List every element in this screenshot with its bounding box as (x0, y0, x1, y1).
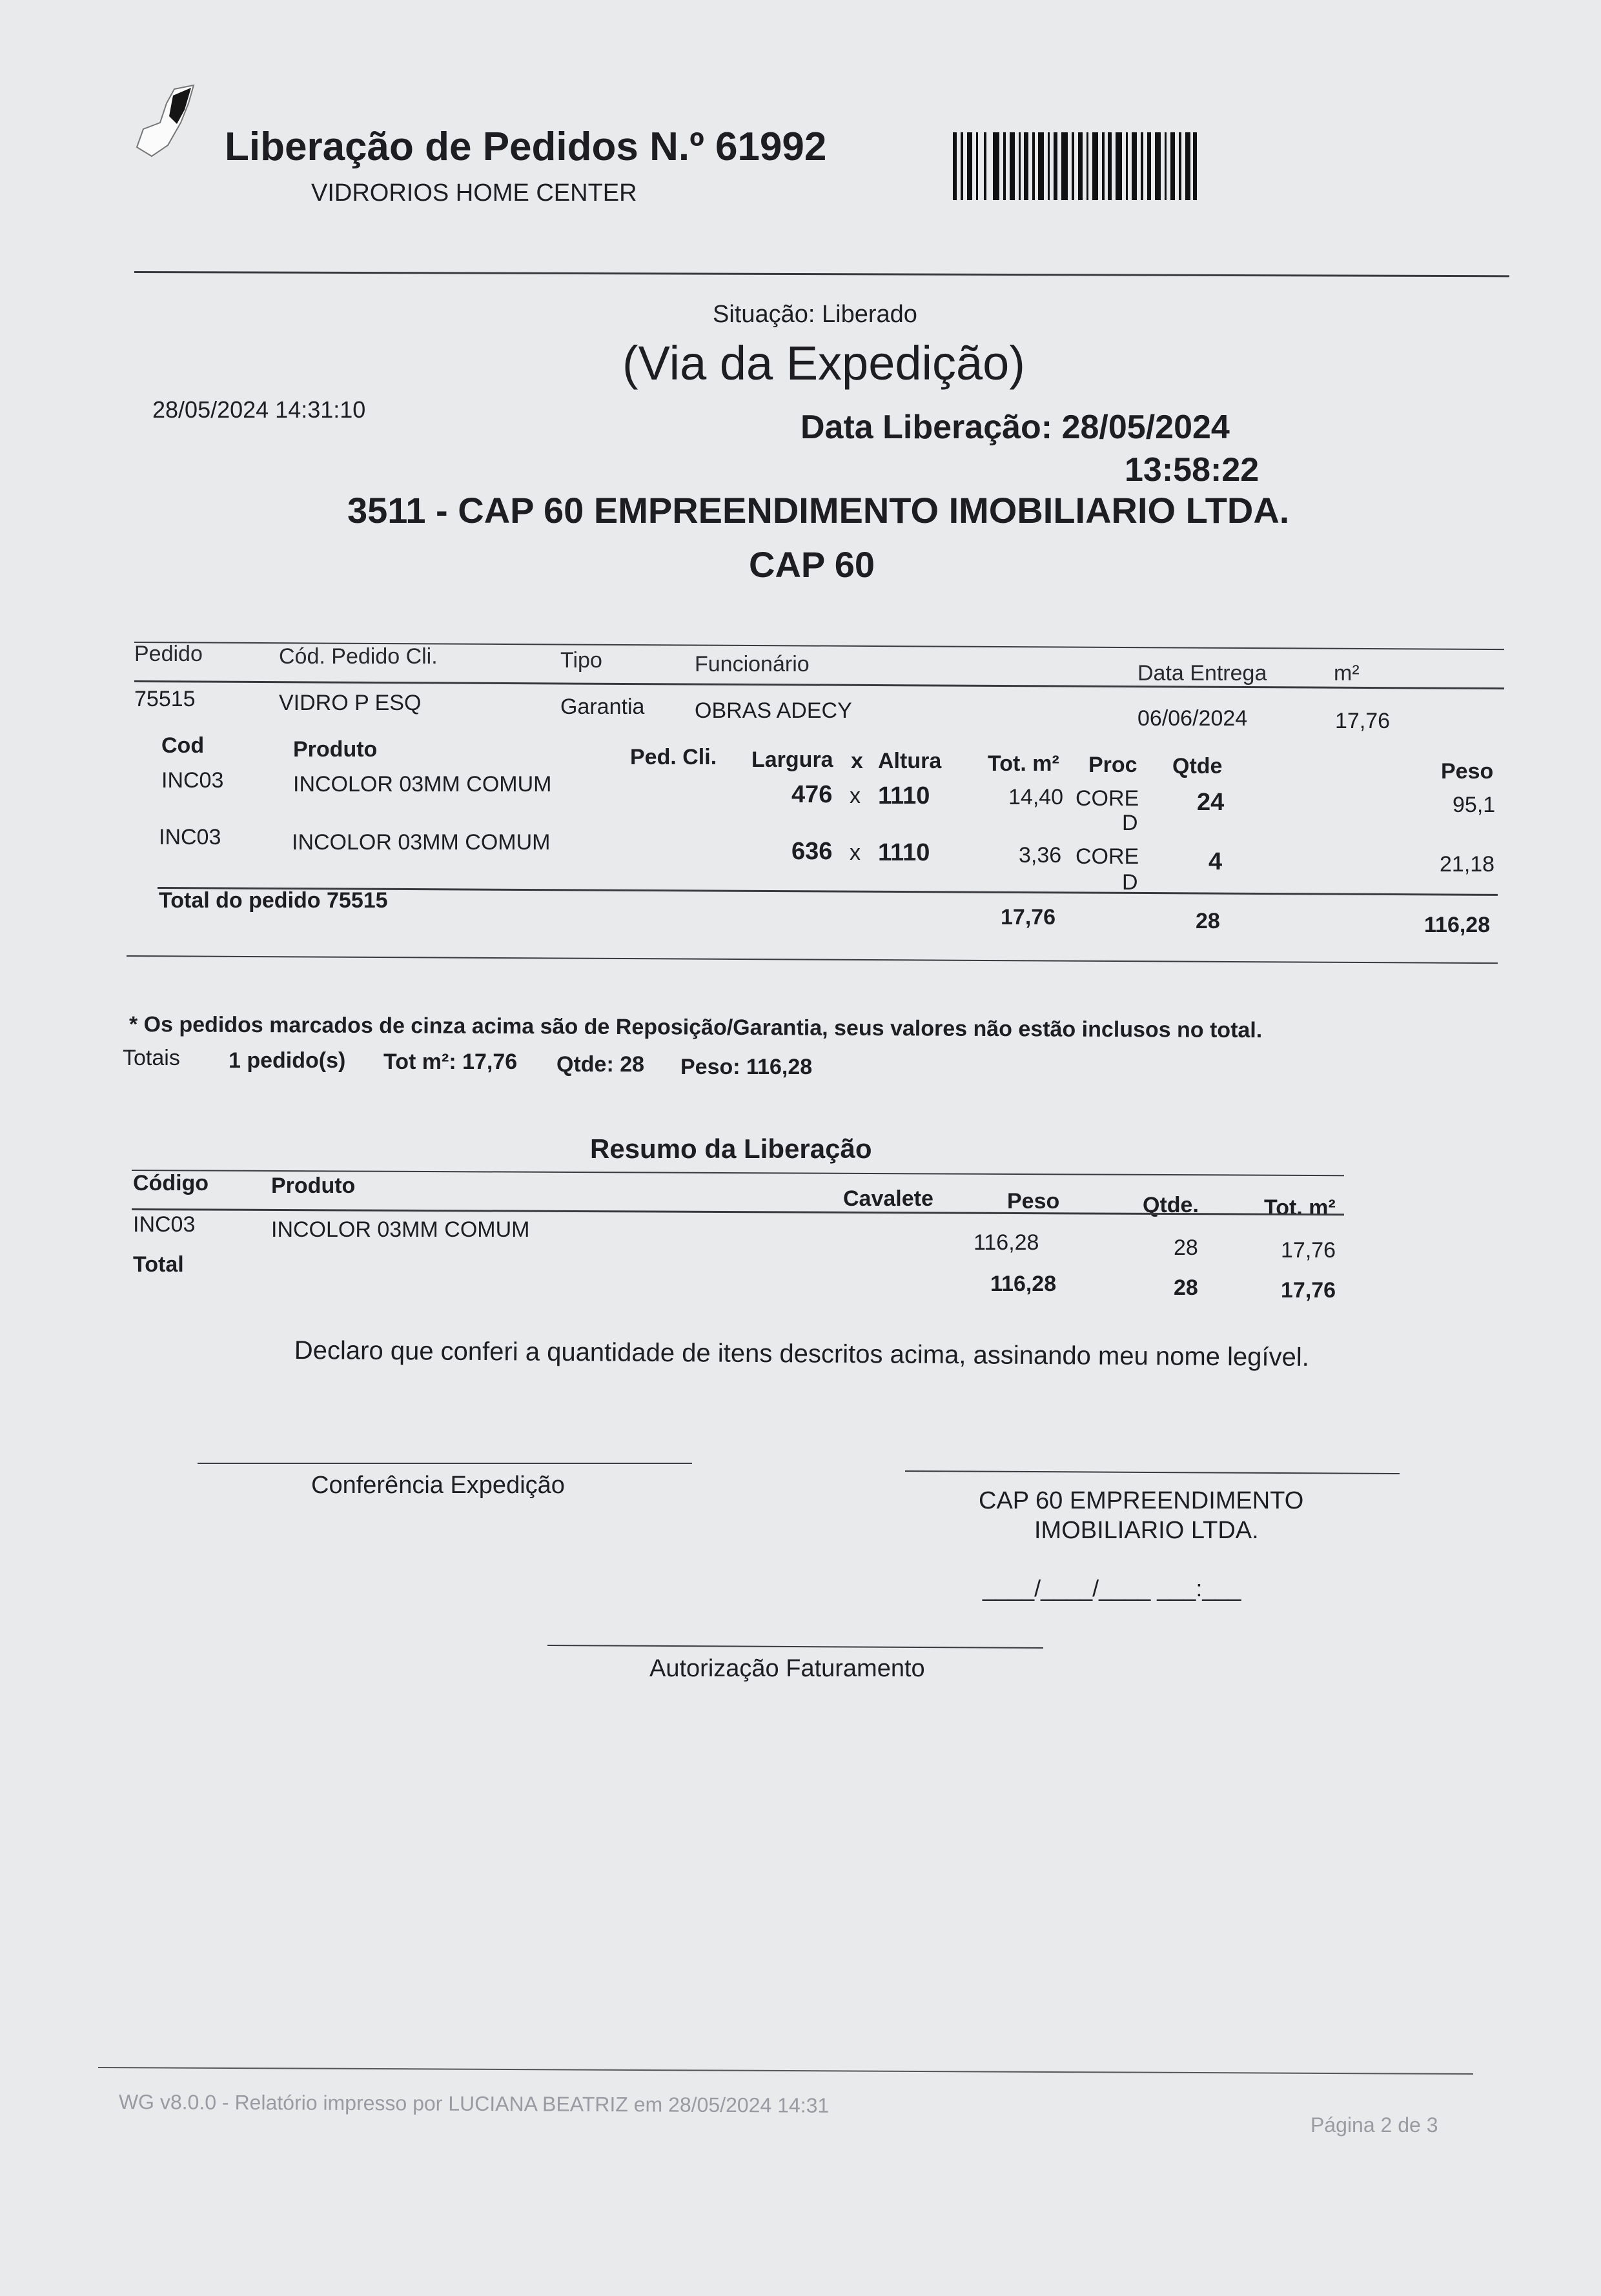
order-data-entrega: 06/06/2024 (1137, 706, 1248, 731)
summary-total-tot-m2: 17,76 (1281, 1278, 1336, 1303)
item-header-tot-m2: Tot. m² (988, 751, 1059, 776)
summary-peso: 116,28 (974, 1230, 1039, 1255)
item-x: x (850, 840, 861, 865)
col-header-tipo: Tipo (560, 648, 602, 673)
item-altura: 1110 (878, 839, 930, 866)
status-label: Situação: Liberado (713, 301, 917, 328)
signature-line-conferencia (198, 1463, 692, 1464)
summary-qtde: 28 (1174, 1235, 1198, 1260)
order-tipo: Garantia (560, 695, 645, 719)
signature-line-client (905, 1470, 1400, 1474)
section-rule (127, 955, 1498, 964)
printed-timestamp: 28/05/2024 14:31:10 (152, 396, 366, 423)
order-total-peso: 116,28 (1424, 913, 1491, 937)
item-header-produto: Produto (293, 737, 378, 762)
signature-label-conferencia: Conferência Expedição (311, 1472, 565, 1499)
client-name: 3511 - CAP 60 EMPREENDIMENTO IMOBILIARIO LTDA. (347, 490, 1290, 531)
totals-qtde: Qtde: 28 (556, 1052, 645, 1077)
order-funcionario: OBRAS ADECY (695, 698, 852, 723)
company-name: VIDRORIOS HOME CENTER (311, 179, 637, 207)
col-header-funcionario: Funcionário (695, 652, 810, 676)
summary-header-tot-m2: Tot. m² (1264, 1195, 1336, 1220)
item-peso: 21,18 (1440, 852, 1495, 877)
order-pedido: 75515 (134, 687, 196, 711)
summary-title: Resumo da Liberação (590, 1133, 872, 1164)
client-short-name: CAP 60 (749, 544, 875, 585)
torn-corner-mark (129, 84, 197, 161)
summary-header-codigo: Código (133, 1171, 209, 1195)
item-largura: 476 (791, 781, 833, 808)
footer-rule (98, 2067, 1473, 2075)
item-tot-m2: 14,40 (1008, 785, 1064, 809)
totals-peso: Peso: 116,28 (680, 1055, 813, 1079)
order-total-qtde: 28 (1196, 909, 1220, 933)
col-header-pedido: Pedido (134, 642, 203, 666)
barcode (953, 132, 1197, 200)
signature-label-autorizacao: Autorização Faturamento (649, 1655, 925, 1682)
footer-printed-by: WG v8.0.0 - Relatório impresso por LUCIANA BEATRIZ em 28/05/2024 14:31 (118, 2090, 830, 2117)
summary-codigo: INC03 (133, 1212, 196, 1237)
signature-line-autorizacao (547, 1645, 1043, 1649)
guarantee-note: * Os pedidos marcados de cinza acima são de Reposição/Garantia, seus valores não estão inclusos no total. (128, 1012, 1263, 1043)
item-proc-cont: D (1122, 811, 1138, 835)
item-qtde: 24 (1197, 789, 1225, 816)
item-x: x (850, 784, 861, 808)
order-cod-cli: VIDRO P ESQ (279, 691, 422, 715)
summary-header-qtde: Qtde. (1143, 1193, 1199, 1217)
copy-label: (Via da Expedição) (622, 336, 1025, 390)
totals-label: Totais (123, 1046, 180, 1070)
item-largura: 636 (791, 838, 833, 865)
summary-header-cavalete: Cavalete (843, 1186, 933, 1211)
totals-pedidos: 1 pedido(s) (229, 1048, 346, 1073)
item-header-proc: Proc (1088, 753, 1137, 777)
item-cod: INC03 (159, 825, 221, 849)
item-header-altura: Altura (878, 749, 942, 773)
footer-page-number: Página 2 de 3 (1310, 2113, 1438, 2137)
item-header-cod: Cod (161, 733, 205, 758)
signature-date-time-blank: ____/____/____ ___:___ (983, 1575, 1241, 1601)
item-proc: CORE (1076, 786, 1139, 811)
col-header-cod-cli: Cód. Pedido Cli. (279, 644, 438, 669)
order-total-m2: 17,76 (1001, 905, 1056, 930)
summary-tot-m2: 17,76 (1281, 1238, 1336, 1263)
item-proc: CORE (1076, 844, 1139, 869)
document-title: Liberação de Pedidos N.º 61992 (225, 125, 827, 169)
item-altura: 1110 (878, 782, 930, 809)
signature-label-client-line1: CAP 60 EMPREENDIMENTO (979, 1487, 1304, 1514)
summary-total-qtde: 28 (1174, 1275, 1198, 1300)
release-time: 13:58:22 (1125, 451, 1259, 489)
item-cod: INC03 (161, 768, 224, 793)
item-header-largura: Largura (751, 747, 833, 772)
summary-header-produto: Produto (271, 1173, 356, 1198)
signature-label-client-line2: IMOBILIARIO LTDA. (1034, 1517, 1259, 1544)
summary-header-peso: Peso (1007, 1189, 1060, 1214)
order-total-label: Total do pedido 75515 (159, 888, 388, 913)
item-header-qtde: Qtde (1172, 754, 1223, 778)
item-header-x: x (851, 749, 863, 773)
summary-produto: INCOLOR 03MM COMUM (271, 1217, 530, 1242)
release-date: Data Liberação: 28/05/2024 (800, 409, 1230, 446)
item-qtde: 4 (1208, 848, 1223, 875)
item-proc-cont: D (1122, 870, 1138, 895)
declaration-text: Declaro que conferi a quantidade de itens descritos acima, assinando meu nome legível. (294, 1336, 1309, 1372)
col-header-m2: m² (1334, 661, 1360, 686)
order-m2: 17,76 (1335, 709, 1391, 733)
item-peso: 95,1 (1453, 793, 1496, 817)
item-produto: INCOLOR 03MM COMUM (293, 772, 552, 797)
header-rule (134, 271, 1509, 277)
item-header-ped-cli: Ped. Cli. (630, 745, 717, 769)
summary-total-peso: 116,28 (990, 1272, 1057, 1296)
order-header-rule (134, 680, 1504, 689)
item-tot-m2: 3,36 (1019, 843, 1062, 868)
item-produto: INCOLOR 03MM COMUM (292, 830, 551, 855)
totals-tot-m2: Tot m²: 17,76 (383, 1050, 518, 1074)
col-header-data-entrega: Data Entrega (1137, 661, 1267, 686)
summary-total-label: Total (133, 1252, 184, 1277)
item-header-peso: Peso (1441, 759, 1494, 784)
